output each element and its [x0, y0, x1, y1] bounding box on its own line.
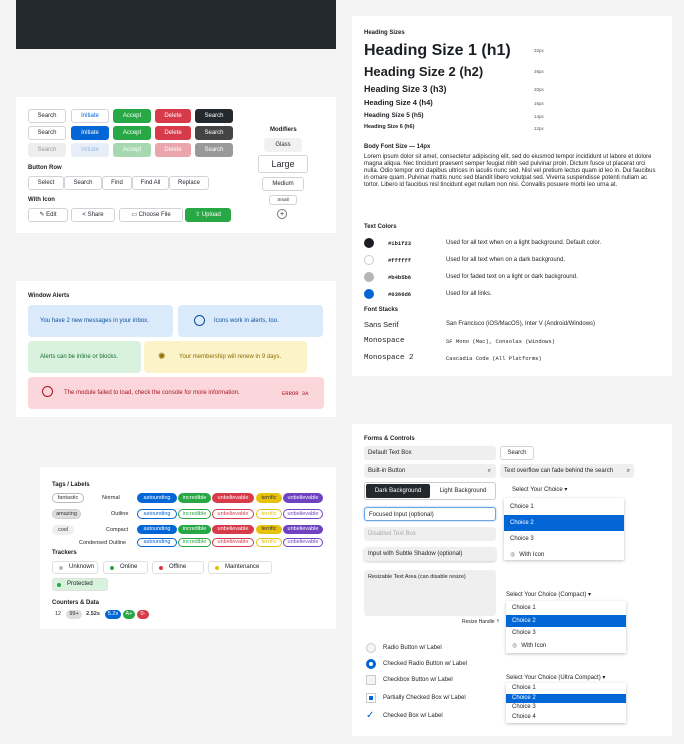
tag-pill: astounding — [137, 538, 177, 547]
success-alert: Alerts can be inline or blocks. — [28, 341, 141, 373]
tag-pill: incredible — [178, 525, 211, 534]
choose-file-button[interactable]: ▭ Choose File — [119, 208, 183, 222]
menu-item-label: With Icon — [519, 552, 545, 558]
menu-item-label: Choice 1 — [512, 605, 536, 611]
tag-pill: terrific — [256, 525, 282, 534]
menu-item-4[interactable] — [506, 713, 626, 723]
search-button: Search — [28, 143, 66, 157]
warning-alert: ✺ Your membership will renew in 9 days. — [144, 341, 307, 373]
tag-pill: unbelievable — [212, 525, 254, 534]
checked-radio-button[interactable] — [366, 659, 376, 669]
status-dot-icon — [59, 566, 63, 570]
initiate-button[interactable]: Initiate — [71, 126, 109, 140]
counter-badge: 99+ — [66, 610, 82, 619]
plus-circle-icon[interactable]: + — [277, 209, 287, 219]
search-button[interactable]: Search — [64, 176, 102, 190]
heading-h3-size: 20px — [534, 87, 544, 93]
radio-button[interactable] — [366, 643, 376, 653]
caret-down-icon: ▾ — [588, 592, 592, 598]
large-button[interactable]: Large — [258, 155, 308, 173]
heading-h2-size: 26px — [534, 68, 544, 74]
share-icon: < — [82, 212, 88, 218]
menu-item-label: Choice 2 — [512, 617, 536, 624]
file-icon: ▭ — [131, 212, 139, 218]
share-button[interactable]: < Share — [71, 208, 115, 222]
tracker-unknown — [52, 561, 98, 574]
select-choice-trigger[interactable]: Select Your Choice ▾ — [512, 487, 568, 493]
error-alert: The module failed to load, check the console for more information. ERROR 3A — [28, 377, 324, 409]
tracker-maintenance — [208, 561, 272, 574]
menu-item-1[interactable] — [506, 602, 626, 615]
menu-item-1[interactable] — [506, 684, 626, 694]
font-stack-value: SF Mono (Mac), Consolas (Windows) — [446, 338, 555, 345]
color-hex: #ffffff — [388, 257, 412, 264]
blocked-icon — [42, 386, 53, 397]
tag-pill: unbelievable — [283, 509, 323, 519]
font-stack-name: Monospace 2 — [364, 354, 414, 362]
disabled-text-box: Disabled Text Box — [364, 527, 496, 541]
tag-pill: astounding — [137, 493, 177, 503]
menu-item-label: Choice 4 — [512, 713, 536, 720]
caret-down-icon: ▾ — [564, 487, 568, 493]
body-font-title: Body Font Size — 14px — [364, 144, 431, 150]
find-all-button[interactable]: Find All — [132, 176, 169, 190]
tracker-label: Online — [120, 564, 138, 570]
counter-badge: 5.2x — [105, 610, 121, 619]
replace-button[interactable]: Replace — [169, 176, 209, 190]
dark-preview-panel — [16, 0, 336, 49]
menu-item-2[interactable] — [504, 515, 624, 531]
tracker-label: Maintenance — [225, 564, 260, 570]
tag-pill: terrific — [256, 509, 282, 519]
accept-button[interactable]: Accept — [113, 126, 151, 140]
built-in-button-input[interactable]: Built-in Button ⌕ — [364, 464, 496, 478]
tag-fantastic: fantastic — [52, 493, 84, 503]
tags-title: Tags / Labels — [52, 482, 90, 488]
caret-down-icon: ▾ — [602, 675, 606, 681]
menu-item-1[interactable] — [504, 499, 624, 515]
heading-h4: Heading Size 4 (h4) — [364, 98, 433, 107]
accept-button[interactable]: Accept — [113, 109, 151, 123]
search-icon[interactable]: ⌕ — [487, 468, 491, 474]
heading-h6: Heading Size 6 (h6) — [364, 124, 415, 130]
tag-pill: incredible — [178, 493, 211, 503]
partial-checkbox-label: Partially Checked Box w/ Label — [383, 695, 466, 701]
menu-item-2[interactable] — [506, 694, 626, 704]
button-row-title: Button Row — [28, 165, 62, 171]
tag-pill: incredible — [178, 538, 211, 547]
select-button[interactable]: Select — [28, 176, 64, 190]
search-button[interactable]: Search — [500, 446, 534, 460]
with-icon-title: With Icon — [28, 197, 55, 203]
tags-panel — [40, 467, 336, 629]
tag-amazing: amazing — [52, 509, 81, 519]
menu-item-2[interactable] — [506, 615, 626, 628]
alerts-panel — [16, 281, 336, 417]
tag-pill: astounding — [137, 509, 177, 519]
focused-input[interactable]: Focused Input (optional) — [364, 507, 496, 521]
menu-item-3[interactable] — [506, 703, 626, 713]
color-hex: #b4b5b6 — [388, 274, 412, 281]
default-text-box[interactable]: Default Text Box — [364, 446, 496, 460]
modifiers-title: Modifiers — [270, 127, 297, 133]
glass-button[interactable]: Glass — [264, 138, 302, 152]
search-dark-button[interactable]: Search — [195, 126, 233, 140]
delete-button[interactable]: Delete — [155, 109, 191, 123]
menu-item-4[interactable] — [506, 640, 626, 653]
search-dark-button: Search — [195, 143, 233, 157]
tag-pill: terrific — [256, 538, 282, 547]
font-stack-value: Cascadia Code (All Platforms) — [446, 355, 542, 362]
font-stack-name: Sans Serif — [364, 320, 399, 329]
heading-h3: Heading Size 3 (h3) — [364, 84, 447, 94]
ultra-compact-choice-menu — [506, 683, 626, 723]
tag-cool: cool — [52, 525, 74, 535]
search-dark-button[interactable]: Search — [195, 109, 233, 123]
tag-pill: incredible — [178, 509, 211, 519]
resize-handle[interactable]: Resize Handle ⇡ — [462, 619, 501, 625]
forms-title: Forms & Controls — [364, 436, 415, 442]
tracker-protected — [52, 578, 108, 591]
info-alert: You have 2 new messages in your inbox. — [28, 305, 173, 337]
menu-item-3[interactable] — [504, 531, 624, 547]
search-button[interactable]: Search — [28, 126, 66, 140]
color-hex: #0366d6 — [388, 291, 412, 298]
tracker-offline — [152, 561, 204, 574]
color-description: Used for all text when on a light background. Default color. — [446, 240, 602, 246]
menu-item-label: Choice 1 — [510, 504, 534, 510]
status-dot-icon — [215, 566, 219, 570]
heading-h5-size: 14px — [534, 114, 544, 120]
tag-pill: unbelievable — [212, 509, 254, 519]
color-swatch — [364, 272, 374, 282]
counters-title: Counters & Data — [52, 600, 100, 606]
heading-h4-size: 16px — [534, 100, 544, 106]
choice-menu — [504, 498, 624, 560]
overflow-input[interactable]: Text overflow can fade behind the search ⌕ — [500, 464, 634, 478]
color-swatch — [364, 289, 374, 299]
counter-badge: A+ — [123, 610, 135, 619]
heading-h1: Heading Size 1 (h1) — [364, 42, 511, 59]
partial-checkbox[interactable] — [366, 693, 376, 703]
lorem-paragraph: Lorem ipsum dolor sit amet, consectetur adipiscing elit, sed do eiusmod tempor incididunt ut labore et dolore magna aliqua. Nec tincidunt praesent semper feugiat nibh sed pulvinar proin. Dictum fusce ut placerat orci nulla. Odio tempor orci dapibus ultrices in iaculis nunc sed. Nisl vel pretium lectus quam id leo in. Dui faucibus in ornare quam. Pulvinar mattis nunc sed blandit libero volutpat sed. Viverra suspendisse potenti nullam ac tortor. Libero id faucibus nisl tincidunt eget nullam non nisi. Convallis posuere morbi leo urna at. — [364, 154, 656, 188]
icon-alert: Icons work in alerts, too. — [178, 305, 323, 337]
checked-radio-label: Checked Radio Button w/ Label — [383, 661, 468, 667]
delete-button[interactable]: Delete — [155, 126, 191, 140]
tag-pill: unbelievable — [283, 525, 323, 534]
counter-badge: 2.52s — [86, 611, 100, 617]
color-hex: #1b1f23 — [388, 240, 412, 247]
menu-item-label: Choice 1 — [512, 685, 536, 691]
font-stack-name: Monospace — [364, 337, 405, 345]
color-swatch — [364, 255, 374, 265]
tag-pill: unbelievable — [212, 493, 254, 503]
counter-badge: 12 — [54, 611, 62, 617]
forms-panel — [352, 424, 672, 736]
typography-panel — [352, 16, 672, 376]
tracker-label: Offline — [169, 564, 187, 570]
counter-badge: 0- — [137, 610, 149, 619]
menu-item-label: Choice 3 — [510, 536, 534, 542]
menu-item-label: With Icon — [521, 642, 547, 649]
color-description: Used for all links. — [446, 291, 492, 297]
menu-item-3[interactable] — [506, 627, 626, 640]
circle-icon: ◍ — [512, 642, 518, 649]
heading-h1-size: 32px — [534, 47, 544, 53]
tag-pill: unbelievable — [283, 538, 323, 547]
font-stack-value: San Francisco (iOS/MacOS), Inter V (Android/Windows) — [446, 321, 596, 327]
pencil-icon: ✎ — [39, 212, 47, 218]
user-icon — [194, 315, 205, 326]
tag-row-label: Outline — [111, 511, 129, 517]
upload-icon: ⇧ — [195, 212, 202, 218]
find-button[interactable]: Find — [102, 176, 132, 190]
small-button[interactable]: Small — [269, 195, 297, 205]
subtle-shadow-input[interactable]: Input with Subtle Shadow (optional) — [364, 547, 496, 561]
checked-checkbox[interactable]: ✓ — [366, 710, 375, 721]
accept-button: Accept — [113, 143, 151, 157]
radio-label: Radio Button w/ Label — [383, 645, 442, 651]
edit-button[interactable]: ✎ Edit — [28, 208, 68, 222]
buttons-panel — [16, 97, 336, 233]
heading-h5: Heading Size 5 (h5) — [364, 112, 424, 119]
tracker-online — [103, 561, 148, 574]
tag-pill: unbelievable — [212, 538, 254, 547]
ultra-compact-select-trigger[interactable]: Select Your Choice (Ultra Compact) ▾ — [506, 675, 606, 681]
tag-pill: unbelievable — [283, 493, 323, 503]
badge-icon: ✺ — [158, 351, 166, 361]
menu-item-4[interactable] — [504, 547, 624, 563]
compact-choice-menu — [506, 601, 626, 653]
compact-select-trigger[interactable]: Select Your Choice (Compact) ▾ — [506, 592, 592, 598]
color-description: Used for all text when on a dark background. — [446, 257, 566, 263]
status-dot-icon — [159, 566, 163, 570]
upload-button[interactable]: ⇧ Upload — [185, 208, 231, 222]
checkbox[interactable] — [366, 675, 376, 685]
delete-button: Delete — [155, 143, 191, 157]
tag-pill: astounding — [137, 525, 177, 534]
menu-item-label: Choice 3 — [512, 630, 536, 636]
menu-item-label: Choice 3 — [512, 704, 536, 710]
circle-icon: ◍ — [510, 552, 516, 558]
heading-h6-size: 12px — [534, 125, 544, 131]
color-description: Used for faded text on a light or dark background. — [446, 274, 578, 280]
background-toggle[interactable] — [364, 482, 496, 500]
heading-sizes-title: Heading Sizes — [364, 30, 405, 36]
checked-checkbox-label: Checked Box w/ Label — [383, 713, 443, 719]
tracker-label: Protected — [67, 581, 93, 587]
status-dot-icon — [57, 583, 61, 587]
alerts-title: Window Alerts — [28, 293, 70, 299]
tag-row-label: Normal — [102, 495, 120, 501]
resizable-textarea[interactable]: Resizable Text Area (can disable resize) — [364, 570, 496, 616]
tag-pill: terrific — [256, 493, 282, 503]
menu-item-label: Choice 2 — [510, 520, 534, 526]
text-colors-title: Text Colors — [364, 224, 397, 230]
color-swatch — [364, 238, 374, 248]
font-stacks-title: Font Stacks — [364, 307, 399, 313]
heading-h2: Heading Size 2 (h2) — [364, 64, 484, 79]
search-icon[interactable]: ⌕ — [625, 464, 630, 478]
initiate-button[interactable]: Initiate — [71, 109, 109, 123]
checkbox-label: Checkbox Button w/ Label — [383, 677, 453, 683]
menu-item-label: Choice 2 — [512, 694, 536, 701]
tag-row-label: Compact — [106, 527, 129, 533]
light-background-option[interactable]: Light Background — [439, 488, 487, 494]
tracker-label: Unknown — [69, 564, 95, 570]
medium-button[interactable]: Medium — [262, 177, 304, 191]
dark-background-option[interactable]: Dark Background — [366, 484, 430, 498]
status-dot-icon — [110, 566, 114, 570]
search-button[interactable]: Search — [28, 109, 66, 123]
tag-row-label: Condensed Outline — [79, 540, 127, 546]
trackers-title: Trackers — [52, 550, 77, 556]
initiate-button: Initiate — [71, 143, 109, 157]
